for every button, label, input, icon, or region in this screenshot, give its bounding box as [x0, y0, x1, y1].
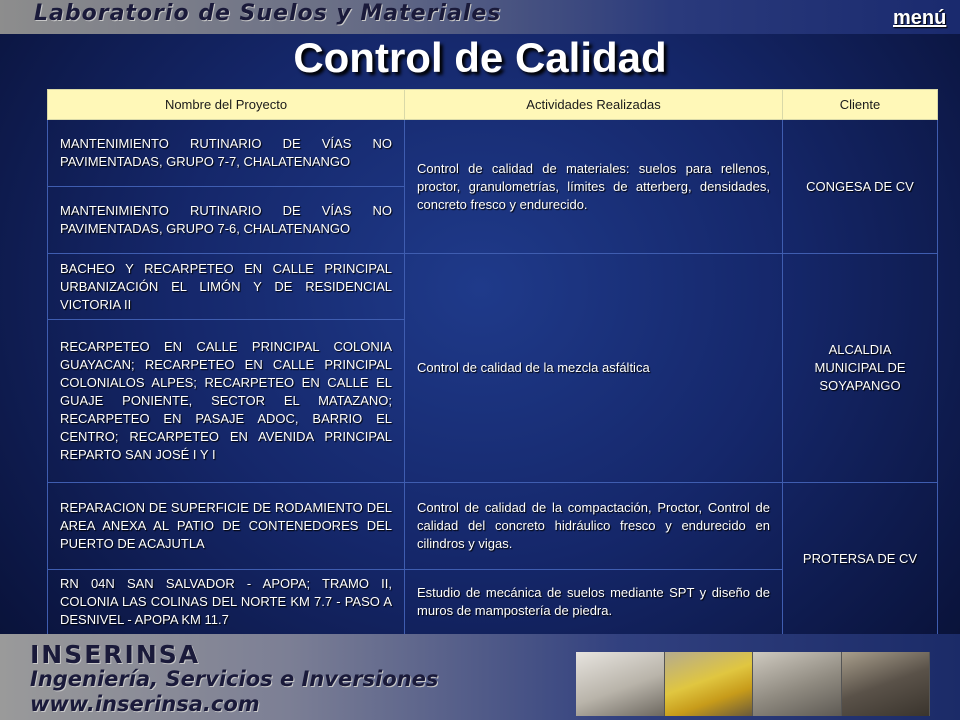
- table-row: [48, 483, 938, 570]
- lab-photo-strip: [576, 652, 930, 716]
- table-header-row: [48, 90, 938, 120]
- activity-cell: Estudio de mecánica de suelos mediante SPT y diseño de muros de mampostería de piedra.: [405, 570, 783, 635]
- client-cell: CONGESA DE CV: [783, 120, 938, 254]
- project-cell: BACHEO Y RECARPETEO EN CALLE PRINCIPAL URBANIZACIÓN EL LIMÓN Y DE RESIDENCIAL VICTORIA II: [48, 254, 405, 320]
- client-cell: ALCALDIA MUNICIPAL DE SOYAPANGO: [783, 254, 938, 483]
- column-header-activities: Actividades Realizadas: [405, 90, 783, 120]
- column-header-project: Nombre del Proyecto: [48, 90, 405, 120]
- activity-cell: Control de calidad de la compactación, Proctor, Control de calidad del concreto hidráulico fresco y endurecido en cilindros y vigas.: [405, 483, 783, 570]
- menu-link[interactable]: menú: [893, 7, 947, 29]
- lab-equipment-photo: [842, 652, 931, 716]
- activity-cell: Control de calidad de materiales: suelos para rellenos, proctor, granulometrías, límites de atterberg, densidades, concreto fresco y endurecido.: [405, 120, 783, 254]
- project-cell: MANTENIMIENTO RUTINARIO DE VÍAS NO PAVIMENTADAS, GRUPO 7-7, CHALATENANGO: [48, 120, 405, 187]
- project-cell: RN 04N SAN SALVADOR - APOPA; TRAMO II, COLONIA LAS COLINAS DEL NORTE KM 7.7 - PASO A DESNIVEL - APOPA KM 11.7: [48, 570, 405, 635]
- project-cell: MANTENIMIENTO RUTINARIO DE VÍAS NO PAVIMENTADAS, GRUPO 7-6, CHALATENANGO: [48, 187, 405, 254]
- page-title: Control de Calidad: [293, 34, 667, 81]
- footer-band: [0, 634, 960, 720]
- activity-cell: Control de calidad de la mezcla asfáltica: [405, 254, 783, 483]
- column-header-client: Cliente: [783, 90, 938, 120]
- lab-equipment-photo: [665, 652, 754, 716]
- company-tagline: Ingeniería, Servicios e Inversiones: [30, 667, 439, 691]
- project-cell: REPARACION DE SUPERFICIE DE RODAMIENTO DEL AREA ANEXA AL PATIO DE CONTENEDORES DEL PUERTO DE ACAJUTLA: [48, 483, 405, 570]
- header-band: [0, 0, 960, 34]
- client-cell: PROTERSA DE CV: [783, 483, 938, 635]
- quality-control-table: [47, 89, 938, 635]
- table-row: [48, 254, 938, 320]
- company-website: www.inserinsa.com: [30, 692, 260, 716]
- company-name: INSERINSA: [30, 640, 201, 669]
- lab-equipment-photo: [576, 652, 665, 716]
- table-row: [48, 120, 938, 187]
- project-cell: RECARPETEO EN CALLE PRINCIPAL COLONIA GUAYACAN; RECARPETEO EN CALLE PRINCIPAL COLONIALOS ALPES; RECARPETEO EN CALLE EL GUAJE PONIENTE, SECTOR EL MATAZANO; RECARPETEO EN PASAJE ADOC, BARRIO EL CENTRO; RECARPETEO EN AVENIDA PRINCIPAL REPARTO SAN JOSÉ I Y I: [48, 320, 405, 483]
- lab-title: Laboratorio de Suelos y Materiales: [34, 1, 502, 26]
- lab-equipment-photo: [753, 652, 842, 716]
